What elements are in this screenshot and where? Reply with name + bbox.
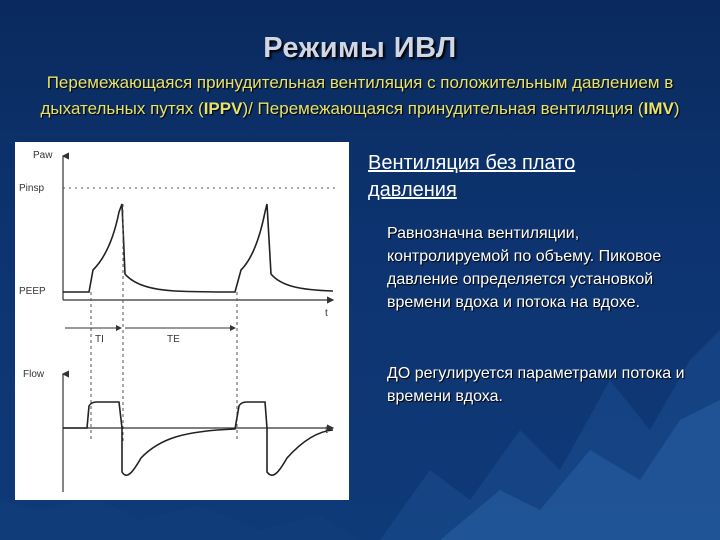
paragraph-2: ДО регулируется параметрами потока и времени вдоха. [387, 365, 685, 405]
pressure-waveform [63, 204, 333, 292]
subtitle-text-1: Перемежающаяся принудительная вентиляция с положительным давлением в дыхательных путях ( [40, 73, 674, 118]
peep-label: PEEP [19, 286, 46, 297]
subtitle-text-2: )/ Перемежающаяся принудительная вентиляция ( [242, 99, 644, 118]
section-heading: Вентиляция без плато давления [368, 152, 576, 201]
slide-title: Режимы ИВЛ [263, 32, 457, 64]
ti-label: TI [95, 334, 104, 345]
slide-subtitle [40, 70, 680, 122]
subtitle-ippv: IPPV [203, 99, 243, 118]
ventilation-waveform-diagram [15, 142, 349, 500]
subtitle-imv: IMV [643, 99, 674, 118]
subtitle-text-3: ) [673, 99, 680, 118]
pinsp-label: Pinsp [19, 183, 45, 194]
flow-label: Flow [23, 369, 45, 380]
time-label-bottom: t [325, 425, 328, 436]
paragraph-1: Равнозначна вентиляции, контролируемой по объему. Пиковое давление определяется установкой времени вдоха и потока на вдохе. [387, 225, 662, 311]
paw-label: Paw [33, 150, 53, 161]
flow-waveform [63, 402, 333, 475]
te-label: TE [167, 334, 180, 345]
time-label-top: t [325, 308, 328, 319]
